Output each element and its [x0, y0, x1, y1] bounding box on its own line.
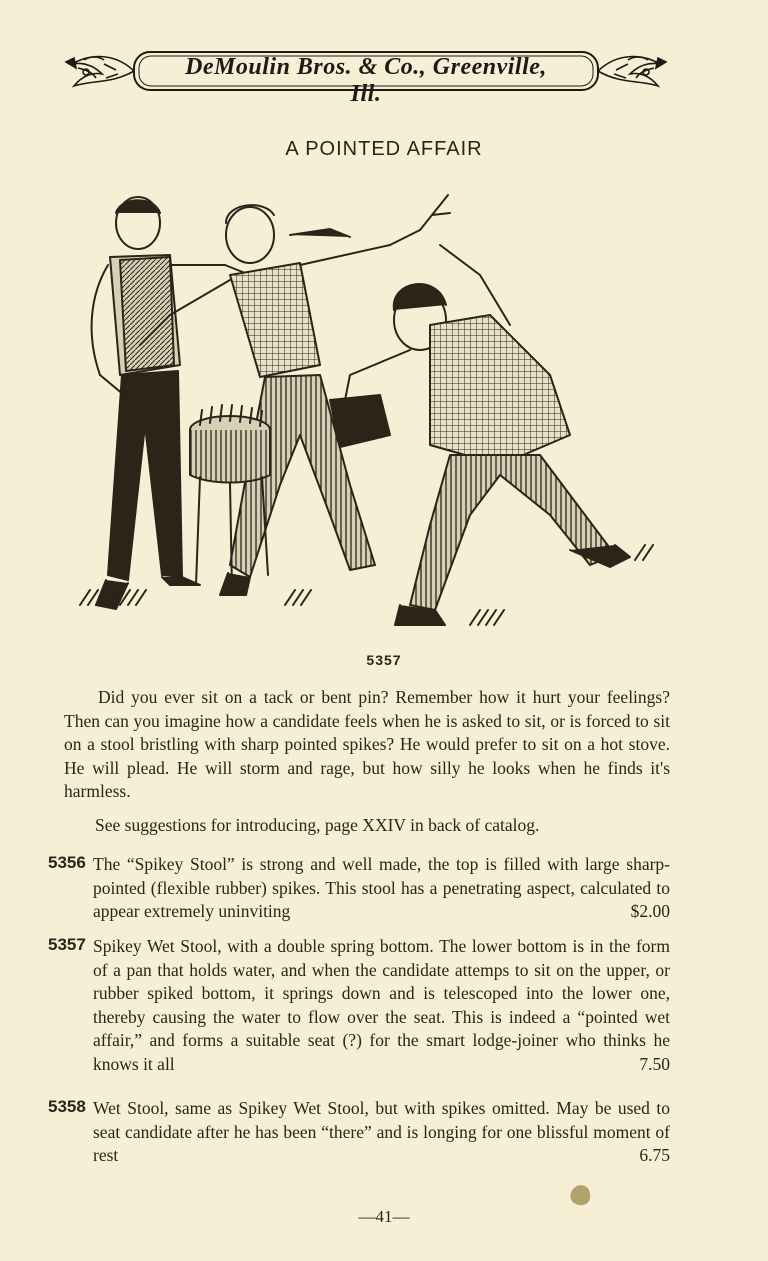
item-description	[93, 1097, 670, 1168]
catalog-item	[48, 853, 670, 925]
illustration-catalog-number: 5357	[366, 652, 402, 668]
item-description	[93, 935, 670, 1076]
item-price: $2.00	[630, 901, 670, 921]
intro-paragraph: Did you ever sit on a tack or bent pin? Remember how it hurt your feelings? Then can you imagine how a candidate feels when he is asked to sit, or is forced to sit on a stool bristling with sharp pointed spikes? He would prefer to sit on a hot stove. He will plead. He will storm and rage, but how silly he looks when he finds it's harmless.	[64, 687, 670, 801]
page-title: A POINTED AFFAIR	[285, 138, 483, 160]
banner-title: DeMoulin Bros. & Co., Greenville, Ill.	[185, 54, 547, 107]
header-banner	[64, 44, 668, 107]
suggestion-note: See suggestions for introducing, page XXIV in back of catalog.	[95, 815, 540, 835]
item-price: 7.50	[639, 1053, 670, 1074]
ink-stain-icon	[566, 1182, 596, 1210]
catalog-item	[48, 935, 670, 1081]
item-number: 5356	[48, 853, 86, 872]
catalog-item	[48, 1097, 670, 1167]
item-text: Wet Stool, same as Spikey Wet Stool, but with spikes omitted. May be used to seat candidate after he has been “there” and is longing for one blissful moment of rest	[93, 1098, 670, 1165]
item-description	[93, 853, 670, 924]
item-price: 6.75	[639, 1145, 670, 1165]
item-text: Spikey Wet Stool, with a double spring bottom. The lower bottom is in the form of a pan that holds water, and when the candidate attemps to sit on the upper, or rubber spiked bottom, it springs down and is telescoped into the lower one, thereby causing the water to flow over the seat. This is indeed a “pointed wet affair,” and forms a suitable seat (?) for the smart lodge-joiner who thinks he knows it all	[93, 936, 670, 1074]
item-text: The “Spikey Stool” is strong and well made, the top is filled with large sharp-pointed (flexible rubber) spikes. This stool has a penetrating aspect, calculated to appear extremely uninviting	[93, 854, 670, 921]
item-number: 5357	[48, 935, 86, 954]
engraving-illustration	[50, 185, 680, 635]
page-number: —41—	[358, 1207, 410, 1226]
item-number: 5358	[48, 1097, 86, 1116]
